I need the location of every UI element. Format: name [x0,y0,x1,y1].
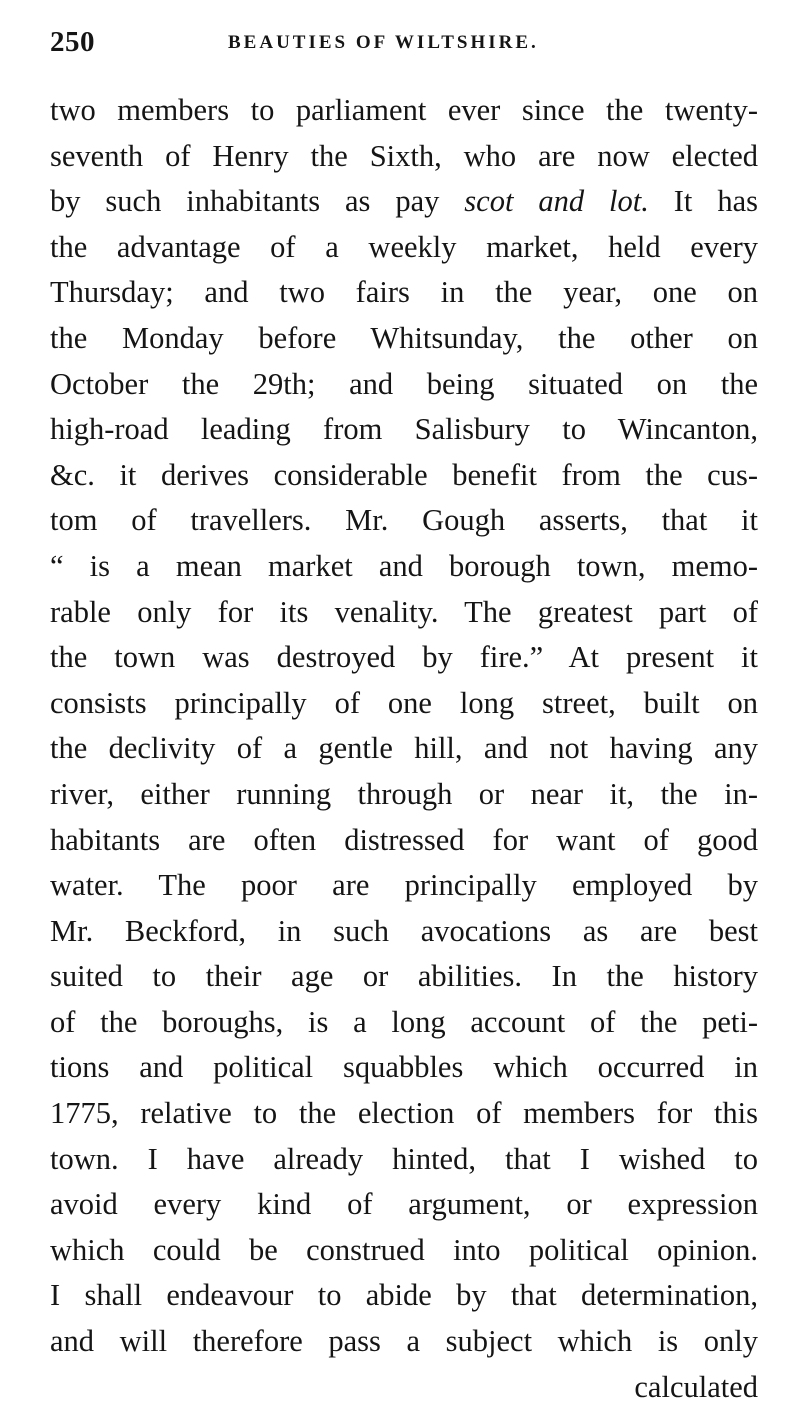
line-text: Thursday; and two fairs in the year, one on [50,275,758,310]
line-text: 1775, relative to the election of members for this [50,1096,758,1131]
line-text: the declivity of a gentle hill, and not having any [50,731,758,766]
line-text: habitants are often distressed for want of good [50,822,758,857]
text-line [50,134,758,180]
line-text: the town was destroyed by fire.” At present it [50,640,758,675]
line-text: two members to parliament ever since the twenty- [50,93,758,127]
text-line [50,453,758,499]
line-text: and will therefore pass a subject which is only [50,1324,758,1359]
text-line [50,1273,758,1319]
line-text: the advantage of a weekly market, held every [50,229,758,264]
line-text: by such inhabitants as pay [50,184,465,219]
line-text: It has [648,184,758,219]
text-line [50,954,758,1000]
text-line [50,818,758,864]
line-text: “ is a mean market and borough town, memo- [50,548,758,583]
catchword-line [50,1365,758,1410]
text-line [50,1319,758,1365]
book-page [50,22,758,1410]
catchword: calculated [634,1369,758,1404]
text-line [50,681,758,727]
line-text: consists principally of one long street, built on [50,685,758,720]
text-line [50,225,758,271]
text-line [50,1182,758,1228]
page-number: 250 [50,26,95,58]
line-text: avoid every kind of argument, or expression [50,1187,758,1222]
line-text: seventh of Henry the Sixth, who are now elected [50,138,758,173]
text-line [50,88,758,134]
page-header [50,22,758,64]
text-line [50,407,758,453]
text-line [50,1228,758,1274]
text-line [50,726,758,772]
line-text: which could be construed into political opinion. [50,1232,758,1267]
text-line [50,498,758,544]
line-text: the Monday before Whitsunday, the other on [50,320,758,355]
line-text: tom of travellers. Mr. Gough asserts, that it [50,503,758,538]
text-line [50,362,758,408]
line-text: &c. it derives considerable benefit from the cus- [50,457,758,492]
line-text: October the 29th; and being situated on the [50,366,758,401]
text-line [50,316,758,362]
text-line [50,544,758,590]
text-line [50,1045,758,1091]
line-text: water. The poor are principally employed by [50,868,758,903]
line-text: Mr. Beckford, in such avocations as are best [50,913,758,948]
body-text [50,88,758,1365]
running-head: BEAUTIES OF WILTSHIRE. [228,32,539,53]
line-text: town. I have already hinted, that I wished to [50,1141,758,1176]
text-line [50,590,758,636]
line-text: tions and political squabbles which occurred in [50,1050,758,1085]
line-text: of the boroughs, is a long account of the peti- [50,1004,758,1039]
line-text: river, either running through or near it, the in- [50,776,758,811]
text-line [50,179,758,225]
text-line [50,772,758,818]
text-line [50,1137,758,1183]
text-line [50,635,758,681]
italic-phrase: scot and lot. [464,184,649,219]
text-line [50,1091,758,1137]
text-line [50,1000,758,1046]
line-text: I shall endeavour to abide by that determination, [50,1278,758,1313]
line-text: high-road leading from Salisbury to Wincanton, [50,412,758,447]
line-text: rable only for its venality. The greatest part of [50,594,758,629]
line-text: suited to their age or abilities. In the history [50,959,758,994]
text-line [50,909,758,955]
text-line [50,863,758,909]
text-line [50,270,758,316]
